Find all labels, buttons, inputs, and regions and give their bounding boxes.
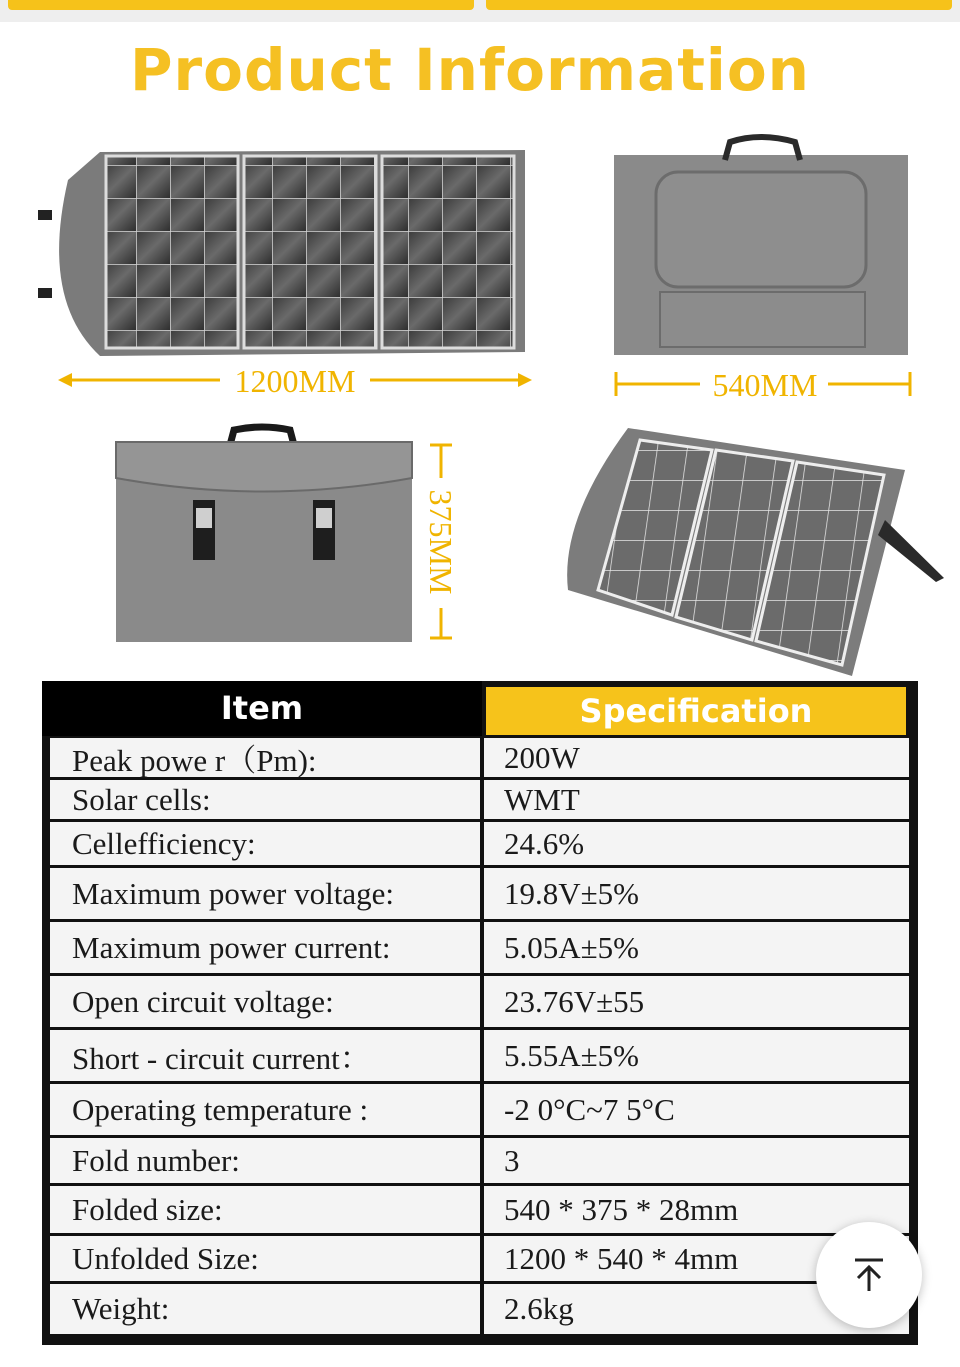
row-label: Unfolded Size: <box>50 1236 480 1281</box>
table-row <box>50 1284 909 1337</box>
width-label: 540MM <box>712 367 818 403</box>
folded-bag-back-image <box>614 137 908 355</box>
row-value: 2.6kg <box>484 1284 909 1334</box>
row-label: Maximum power current: <box>50 922 480 973</box>
height-label: 375MM <box>423 489 459 595</box>
table-row <box>50 780 909 822</box>
row-value: 1200 * 540 * 4mm <box>484 1236 909 1281</box>
table-row <box>50 822 909 868</box>
row-label: Cellefficiency: <box>50 822 480 865</box>
unfolded-panel-image <box>38 150 525 356</box>
page-title: Product Information <box>130 36 810 104</box>
arrow-up-to-top-icon <box>849 1255 889 1295</box>
table-row <box>50 1186 909 1236</box>
header-item: Item <box>42 681 482 736</box>
row-label: Solar cells: <box>50 780 480 819</box>
table-row <box>50 738 909 780</box>
header-specification: Specification <box>486 687 906 735</box>
length-label: 1200MM <box>234 363 356 399</box>
table-row <box>50 1030 909 1084</box>
table-row <box>50 1138 909 1186</box>
table-row <box>50 922 909 976</box>
row-value: 200W <box>484 738 909 777</box>
row-value: 23.76V±55 <box>484 976 909 1027</box>
width-dimension <box>616 367 910 403</box>
row-value: WMT <box>484 780 909 819</box>
length-dimension <box>58 363 532 399</box>
row-label: Short - circuit current： <box>50 1030 480 1081</box>
table-row <box>50 1236 909 1284</box>
table-row <box>50 976 909 1030</box>
row-value: 5.55A±5% <box>484 1030 909 1081</box>
folded-bag-front-image <box>116 427 412 642</box>
row-label: Operating temperature : <box>50 1084 480 1135</box>
product-illustrations <box>0 0 960 680</box>
table-row <box>50 868 909 922</box>
angled-panel-image <box>567 428 944 676</box>
table-row <box>50 1084 909 1138</box>
row-value: 540 * 375 * 28mm <box>484 1186 909 1233</box>
row-value: 5.05A±5% <box>484 922 909 973</box>
row-label: Folded size: <box>50 1186 480 1233</box>
row-label: Peak powe r（Pm): <box>50 738 480 777</box>
row-label: Open circuit voltage: <box>50 976 480 1027</box>
height-dimension <box>423 445 459 638</box>
spec-table <box>42 681 918 1345</box>
row-value: 3 <box>484 1138 909 1183</box>
row-value: 24.6% <box>484 822 909 865</box>
row-value: 19.8V±5% <box>484 868 909 919</box>
row-label: Fold number: <box>50 1138 480 1183</box>
scroll-to-top-button[interactable] <box>816 1222 922 1328</box>
row-label: Maximum power voltage: <box>50 868 480 919</box>
row-value: -2 0°C~7 5°C <box>484 1084 909 1135</box>
row-label: Weight: <box>50 1284 480 1334</box>
